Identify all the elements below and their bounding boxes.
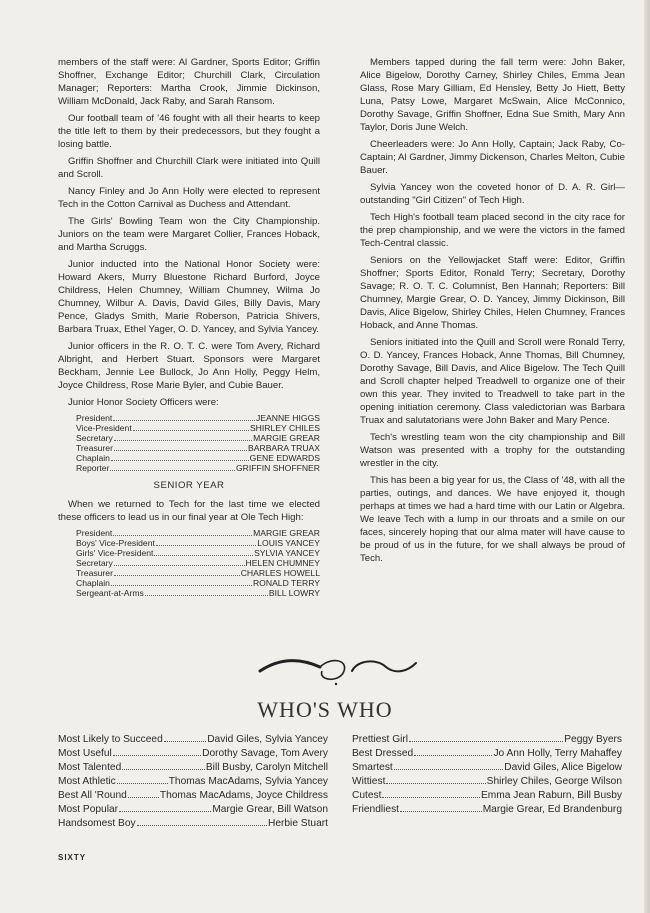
officer-row — [76, 413, 320, 423]
officer-row — [76, 568, 320, 578]
honor-officers-list — [58, 413, 320, 473]
leader-dots — [113, 535, 252, 536]
officer-role: Vice-President — [76, 423, 132, 433]
award-winners: Margie Grear, Ed Brandenburg — [482, 804, 622, 815]
officer-role: President — [76, 413, 113, 423]
leader-dots — [113, 755, 201, 756]
whos-who-entry — [352, 789, 622, 803]
award-winners: Herbie Stuart — [267, 818, 328, 829]
officer-role: Chaplain — [76, 578, 110, 588]
flourish-ornament — [258, 651, 418, 687]
officer-role: Secretary — [76, 558, 113, 568]
officer-name: RONALD TERRY — [252, 578, 320, 588]
award-category: Best Dressed — [352, 748, 414, 759]
officer-row — [76, 588, 320, 598]
leader-dots — [122, 769, 205, 770]
leader-dots — [414, 755, 492, 756]
senior-year-heading: SENIOR YEAR — [153, 480, 225, 491]
officer-role: Reporter — [76, 463, 110, 473]
whos-who-entry — [58, 775, 328, 789]
officer-row — [76, 423, 320, 433]
award-category: Most Talented — [58, 762, 122, 773]
paragraph: Tech High's football team placed second in the city race for the prep championship, and we were the victors in the famed Tech-Central classic. — [360, 212, 625, 249]
award-category: Wittiest — [352, 776, 386, 787]
officer-row — [76, 433, 320, 443]
whos-who-right-list — [352, 733, 622, 817]
officer-row — [76, 528, 320, 538]
whos-who-entry — [58, 817, 328, 831]
officer-row — [76, 578, 320, 588]
leader-dots — [114, 575, 240, 576]
officer-role: Girls' Vice-President — [76, 548, 154, 558]
paragraph: Seniors on the Yellowjacket Staff were: Editor, Griffin Shoffner; Sports Editor, Ronald Terry; Secretary, Dorothy Savage; R. O. T. C. Columnist, Ben Hannah; Reporters: Bill Chumney, Margie Grear, O. D. Yancey, Jimmy Dickinson, Bill Davis, Alice Bigelow, Shirley Chiles, Helen Chumney, Frances Hoback, and Anne Thomas. — [360, 255, 625, 331]
officer-name: BARBARA TRUAX — [248, 443, 320, 453]
leader-dots — [145, 595, 268, 596]
award-category: Handsomest Boy — [58, 818, 136, 829]
paragraph: Cheerleaders were: Jo Ann Holly, Captain; Jack Raby, Co-Captain; Al Gardner, Jimmy Dickenson, Charles Melton, Cubie Bauer. — [360, 139, 625, 176]
leader-dots — [137, 825, 267, 826]
officer-name: HELEN CHUMNEY — [245, 558, 320, 568]
whos-who-entry — [352, 733, 622, 747]
whos-who-entry — [352, 761, 622, 775]
officer-role: Secretary — [76, 433, 113, 443]
officer-name: SHIRLEY CHILES — [249, 423, 320, 433]
left-column — [58, 56, 320, 604]
award-winners: Shirley Chiles, George Wilson — [486, 776, 622, 787]
officer-role: Treasurer — [76, 568, 113, 578]
right-column — [360, 56, 625, 569]
officer-name: GENE EDWARDS — [249, 453, 320, 463]
leader-dots — [114, 440, 252, 441]
senior-officers-list — [58, 528, 320, 598]
whos-who-entry — [58, 747, 328, 761]
paragraph: Junior Honor Society Officers were: — [68, 397, 219, 408]
leader-dots — [128, 797, 159, 798]
award-winners: David Giles, Sylvia Yancey — [207, 734, 328, 745]
award-category: Most Athletic — [58, 776, 116, 787]
leader-dots — [110, 470, 235, 471]
whos-who-left-list — [58, 733, 328, 831]
whos-who-entry — [58, 733, 328, 747]
paragraph: Nancy Finley and Jo Ann Holly were elected to represent Tech in the Cotton Carnival as Duchess and Attendant. — [58, 186, 320, 210]
leader-dots — [400, 811, 482, 812]
paragraph: Sylvia Yancey won the coveted honor of D. A. R. Girl—outstanding "Girl Citizen" of Tech High. — [360, 182, 625, 206]
whos-who-title: WHO'S WHO — [257, 697, 393, 722]
paragraph: The Girls' Bowling Team won the City Championship. Juniors on the team were Margaret Collier, Frances Hoback, and Martha Scruggs. — [58, 216, 320, 253]
award-winners: Thomas MacAdams, Joyce Childress — [159, 790, 328, 801]
paragraph: members of the staff were: Al Gardner, Sports Editor; Griffin Shoffner, Exchange Editor; Churchill Clark, Circulation Manager; Reporters: Martha Crook, Jimmie Dickinson, William McDonald, Jack Raby, and Sarah Ransom. — [58, 57, 320, 107]
award-category: Most Likely to Succeed — [58, 734, 163, 745]
leader-dots — [113, 420, 255, 421]
award-category: Cutest — [352, 790, 382, 801]
officer-row — [76, 453, 320, 463]
officer-name: LOUIS YANCEY — [257, 538, 320, 548]
page-number: SIXTY — [58, 853, 87, 862]
paragraph: Seniors initiated into the Quill and Scroll were Ronald Terry, O. D. Yancey, Frances Hoback, Anne Thomas, Bill Chumney, Dorothy Savage, Bill Davis, and Alice Bigelow. The Tech Quill and Scroll chapter helped Treadwell to organize one of their own this year. They invited to Treadwell to take part in the opening initiation ceremony. Class valedictorian was Barbara Truax and salutatorians were John Baker and Mary Pence. — [360, 337, 625, 426]
leader-dots — [164, 741, 206, 742]
award-winners: David Giles, Alice Bigelow — [504, 762, 622, 773]
award-category: Most Useful — [58, 748, 112, 759]
officer-row — [76, 463, 320, 473]
whos-who-entry — [352, 803, 622, 817]
award-category: Prettiest Girl — [352, 734, 409, 745]
paragraph: When we returned to Tech for the last time we elected these officers to lead us in our final year at Ole Tech High: — [58, 499, 320, 523]
leader-dots — [409, 741, 563, 742]
officer-name: MARGIE GREAR — [253, 528, 320, 538]
officer-role: Chaplain — [76, 453, 110, 463]
officer-role: Treasurer — [76, 443, 113, 453]
officer-name: SYLVIA YANCEY — [254, 548, 320, 558]
award-category: Best All 'Round — [58, 790, 127, 801]
whos-who-entry — [58, 803, 328, 817]
paragraph: Junior inducted into the National Honor Society were: Howard Akers, Murry Bluestone Richard Burford, Joyce Childress, Helen Chumney, William Chumney, Wilma Jo Chumney, Wilbur A. Davis, David Giles, Billy Davis, Mary Pence, Gladys Smith, Marie Roberson, Patricia Shivers, Barbara Truax, Ethel Yager, O. D. Yancey, and Sylvia Yancey. — [58, 259, 320, 335]
leader-dots — [382, 797, 480, 798]
paragraph: Members tapped during the fall term were: John Baker, Alice Bigelow, Dorothy Carney, Shirley Chiles, Emma Jean Glass, Rose Mary Gilliam, Ed Hensley, Betty Jo Hiett, Betty Luna, Patsy Lowe, Margaret McSwain, Alice McConnico, Dorothy Savage, Griffin Shoffner, Edna Sue Smith, Mary Ann Taylor, Doris June Welch. — [360, 57, 625, 133]
leader-dots — [156, 545, 256, 546]
leader-dots — [386, 783, 485, 784]
officer-role: President — [76, 528, 113, 538]
officer-name: CHARLES HOWELL — [240, 568, 320, 578]
officer-name: JEANNE HIGGS — [256, 413, 320, 423]
whos-who-entry — [58, 789, 328, 803]
officer-role: Boys' Vice-President — [76, 538, 155, 548]
officer-role: Sergeant-at-Arms — [76, 588, 144, 598]
award-winners: Peggy Byers — [564, 734, 622, 745]
paragraph: Griffin Shoffner and Churchill Clark were initiated into Quill and Scroll. — [58, 156, 320, 180]
officer-row — [76, 558, 320, 568]
whos-who-entry — [58, 761, 328, 775]
officer-row — [76, 548, 320, 558]
award-winners: Dorothy Savage, Tom Avery — [202, 748, 328, 759]
leader-dots — [133, 430, 249, 431]
officer-row — [76, 443, 320, 453]
officer-name: GRIFFIN SHOFFNER — [235, 463, 320, 473]
officer-row — [76, 538, 320, 548]
award-winners: Thomas MacAdams, Sylvia Yancey — [168, 776, 328, 787]
award-winners: Emma Jean Raburn, Bill Busby — [481, 790, 622, 801]
leader-dots — [154, 555, 253, 556]
award-winners: Jo Ann Holly, Terry Mahaffey — [493, 748, 622, 759]
leader-dots — [111, 460, 249, 461]
page-edge-shadow — [644, 0, 650, 913]
award-category: Friendliest — [352, 804, 399, 815]
paragraph: This has been a big year for us, the Class of '48, with all the parties, outings, and dances. We have enjoyed it, though perhaps at times we had a hard time with our Latin or Algebra. We leave Tech with a lump in our throats and a smile on our faces, sincerely hoping that our alma mater will have cause to be proud of us in the future, for we shall always be proud of Tech. — [360, 475, 625, 564]
officer-name: BILL LOWRY — [268, 588, 320, 598]
award-category: Smartest — [352, 762, 393, 773]
paragraph: Our football team of '46 fought with all their hearts to keep the title left to them by their predecessors, but they fought a losing battle. — [58, 113, 320, 150]
officer-name: MARGIE GREAR — [253, 433, 320, 443]
award-winners: Margie Grear, Bill Watson — [212, 804, 328, 815]
paragraph: Junior officers in the R. O. T. C. were Tom Avery, Richard Albright, and Herbert Stuart. Sponsors were Margaret Beckham, Jennie Lee Bullock, Jo Ann Holly, Peggy Helm, Joyce Childress, Rose Marie Byler, and Cubie Bauer. — [58, 341, 320, 391]
leader-dots — [114, 450, 247, 451]
whos-who-entry — [352, 747, 622, 761]
paragraph: Tech's wrestling team won the city championship and Bill Watson was presented with a trophy for the outstanding wrestler in the city. — [360, 432, 625, 469]
leader-dots — [111, 585, 252, 586]
award-category: Most Popular — [58, 804, 119, 815]
leader-dots — [119, 811, 211, 812]
leader-dots — [117, 783, 168, 784]
whos-who-entry — [352, 775, 622, 789]
leader-dots — [114, 565, 245, 566]
award-winners: Bill Busby, Carolyn Mitchell — [205, 762, 328, 773]
leader-dots — [394, 769, 503, 770]
